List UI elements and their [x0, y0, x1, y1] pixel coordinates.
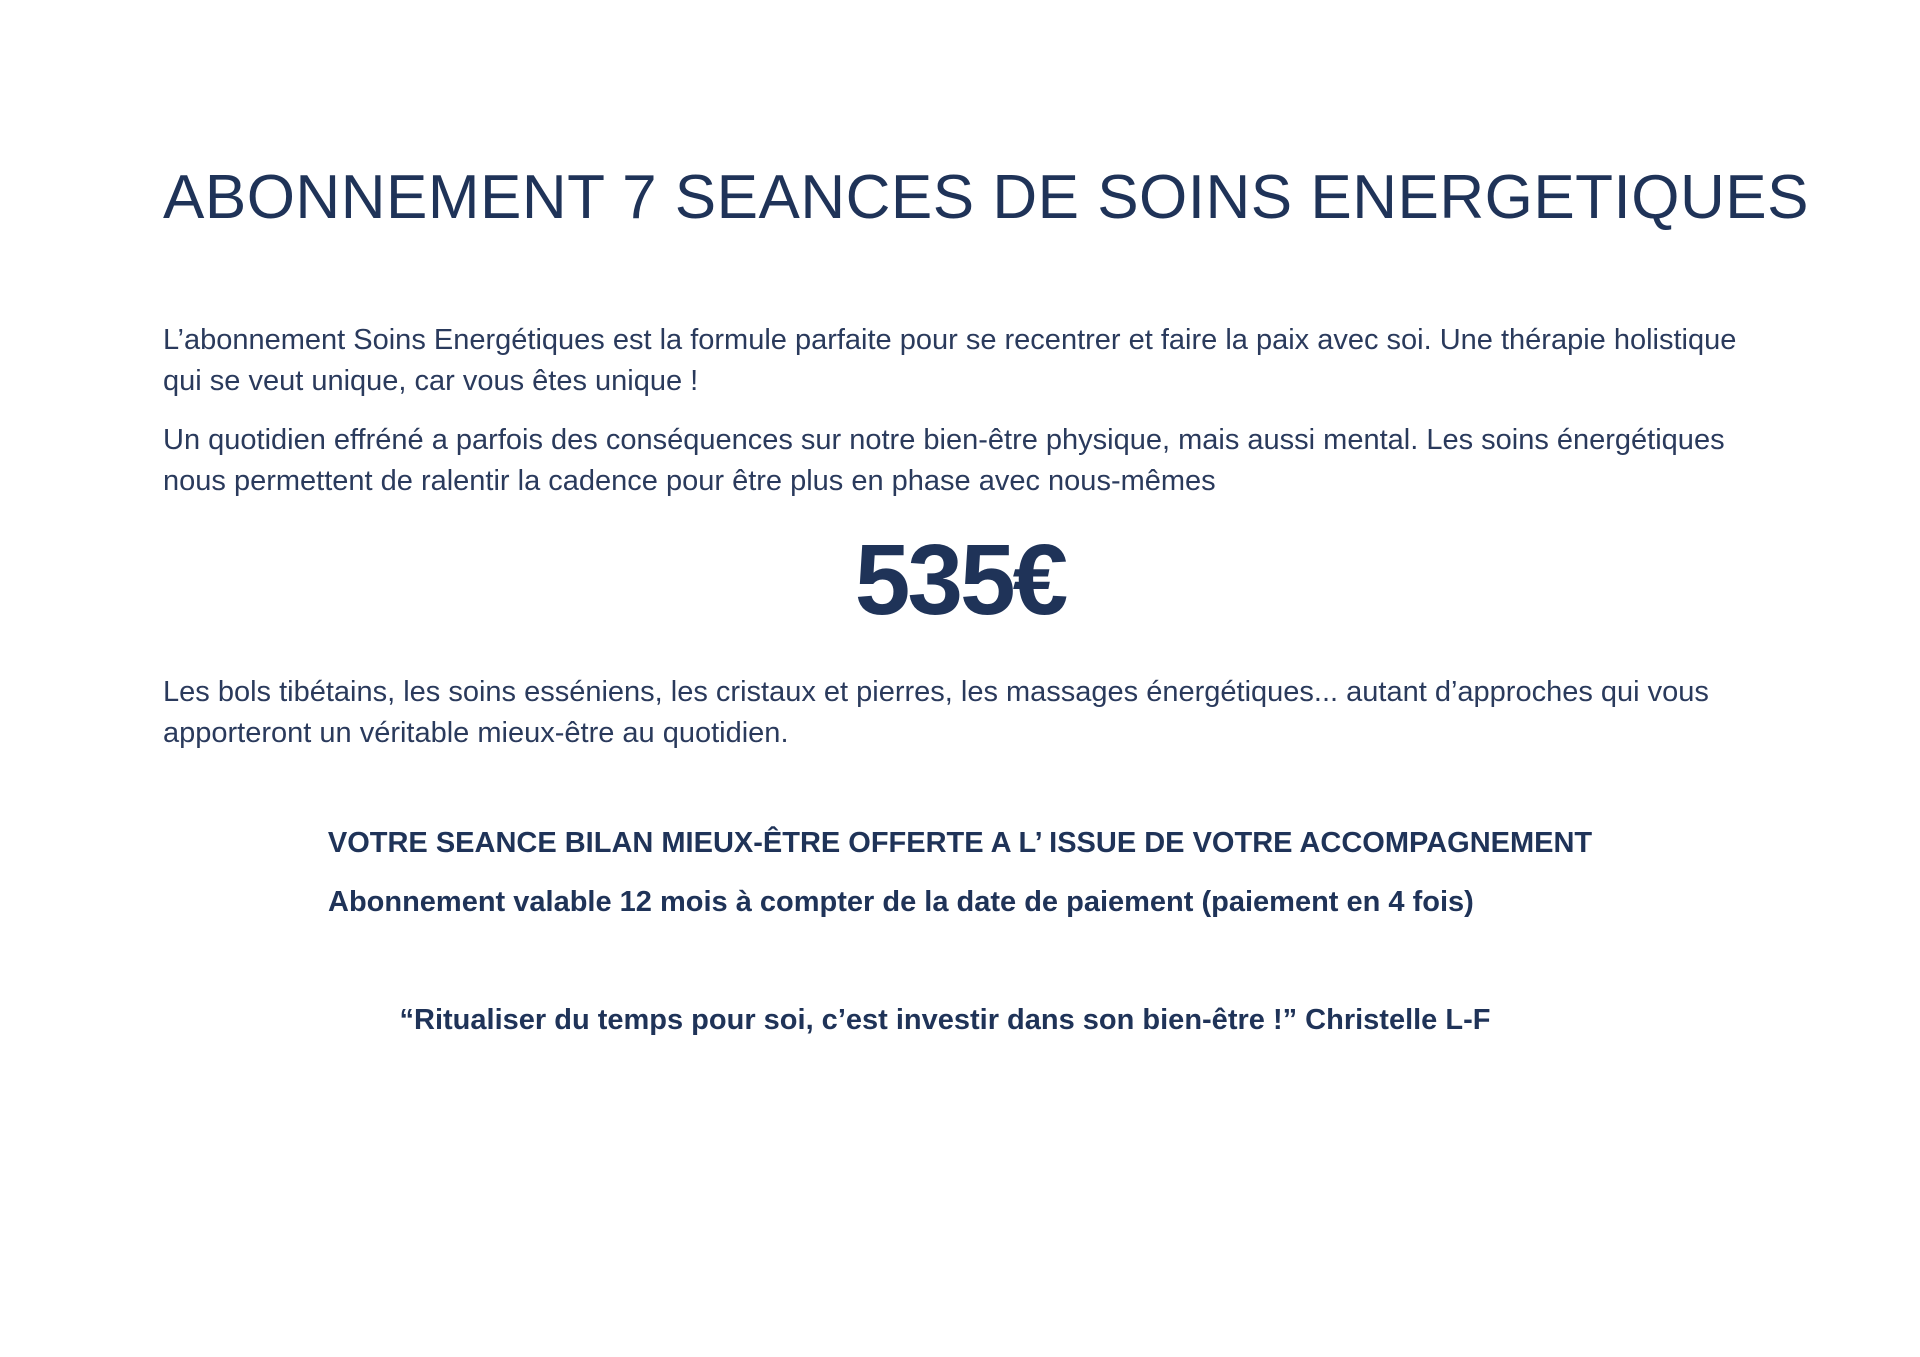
validity-note: Abonnement valable 12 mois à compter de la date de paiement (paiement en 4 fois)	[328, 886, 1474, 918]
quote-text: “Ritualiser du temps pour soi, c’est investir dans son bien-être !” Christelle L-F	[399, 1004, 1491, 1036]
approaches-paragraph: Les bols tibétains, les soins esséniens, les cristaux et pierres, les massages énergétiques... autant d’approches qui vous apporteront un véritable mieux-être au quotidien.	[163, 676, 1709, 749]
intro-paragraph: L’abonnement Soins Energétiques est la formule parfaite pour se recentrer et faire la paix avec soi. Une thérapie holistique qui se veut unique, car vous êtes unique !	[163, 324, 1737, 397]
description-paragraph: Un quotidien effréné a parfois des conséquences sur notre bien-être physique, mais aussi mental. Les soins énergétiques nous permettent de ralentir la cadence pour être plus en phase avec nous-mêmes	[163, 424, 1725, 497]
price-label: 535€	[854, 524, 1066, 636]
page-title: ABONNEMENT 7 SEANCES DE SOINS ENERGETIQUES	[163, 163, 1809, 232]
offer-heading: VOTRE SEANCE BILAN MIEUX-ÊTRE OFFERTE A L’ ISSUE DE VOTRE ACCOMPAGNEMENT	[327, 827, 1593, 859]
